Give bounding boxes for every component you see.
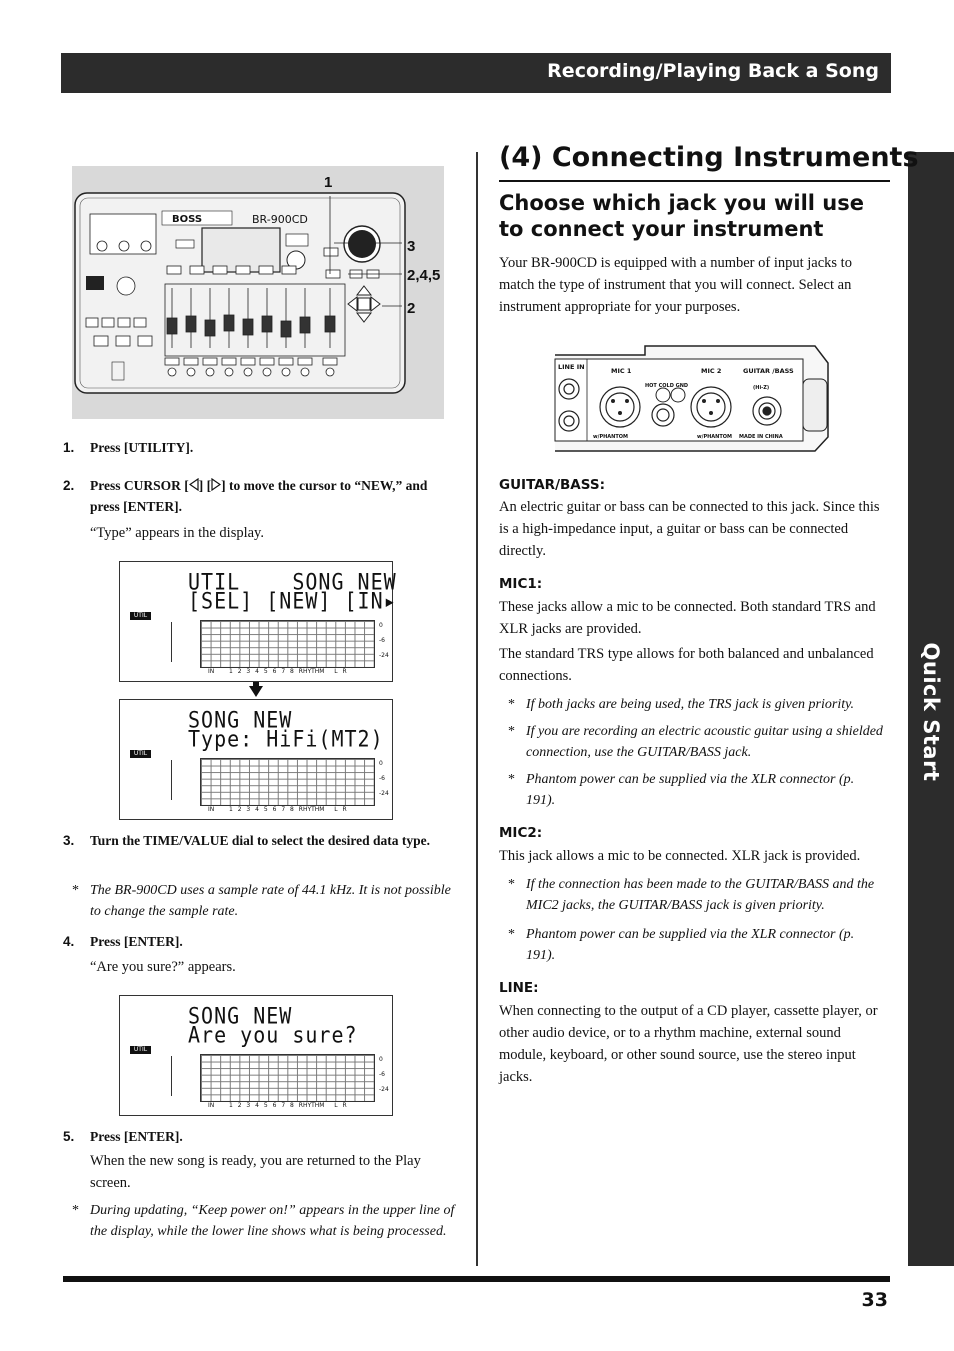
step-4-text: Press [ENTER]. [90,934,183,949]
mic1-text-2: The standard TRS type allows for both balanced and unbalanced connections. [499,646,874,684]
step-5-number: 5. [63,1129,75,1144]
callout-2: 2 [407,300,416,317]
step-4-sub: “Are you sure?” appears. [90,959,236,975]
mic1-text-1: These jacks allow a mic to be connected. Both standard TRS and XLR jacks are provided. [499,599,876,637]
mic2-note-1-text: If the connection has been made to the GUITAR/BASS and the MIC2 jacks, the GUITAR/BASS jack is given priority. [526,877,875,913]
lcd-1-level-grid [200,620,375,668]
lcd-3-line-1: SONG NEW [188,1002,293,1030]
lcd-3-scale-0: 0 [379,1056,383,1063]
jack-panel-illustration [553,343,833,455]
lcd-1-scale-6: -6 [379,637,385,644]
jack-label-phantom-2: w/PHANTOM [697,434,732,440]
lcd-2-level-grid [200,758,375,806]
side-tab-label: Quick Start [919,642,943,782]
step-2-text [90,475,460,517]
intro-paragraph: Your BR-900CD is equipped with a number of input jacks to match the type of instrument that you will connect. Select an instrument appropriate for your purposes. [499,255,852,315]
lcd-screen-2 [119,699,393,820]
lcd-3-level-grid [200,1054,375,1102]
step-2-text-b: ] [ [198,478,212,493]
jack-label-phantom-1: w/PHANTOM [593,434,628,440]
running-header [61,53,891,93]
mic2-note-1: * If the connection has been made to the GUITAR/BASS and the MIC2 jacks, the GUITAR/BASS jack is given priority. [508,877,875,913]
lcd-2-line-2: Type: HiFi(MT2) [188,725,384,753]
device-figure [72,166,444,419]
lcd-2-scale-0: 0 [379,760,383,767]
lcd-1-line-2: [SEL] [NEW] [IN▸ [188,587,397,615]
down-arrow-icon [249,686,263,697]
lcd-2-axis: IN 1 2 3 4 5 6 7 8 RHYTHM L R [208,806,347,813]
device-model: BR-900CD [252,213,308,226]
step-5-note: * During updating, “Keep power on!” appears in the upper line of the display, while the lower line shows what is being processed. [72,1203,455,1239]
side-tab [908,152,954,1266]
mic1-note-1-text: If both jacks are being used, the TRS jack is given priority. [526,697,855,712]
lcd-1-meter-bar [171,622,172,662]
step-3-number: 3. [63,833,75,848]
mic1-note-3: * Phantom power can be supplied via the XLR connector (p. 191). [508,772,855,808]
jack-label-guitar-bass: GUITAR /BASS [743,367,794,375]
mic1-note-3-text: Phantom power can be supplied via the XLR connector (p. 191). [526,772,855,808]
lcd-2-scale-6: -6 [379,775,385,782]
step-1-text: Press [UTILITY]. [90,440,194,455]
device-brand: BOSS [172,214,203,225]
jack-heading-mic1: MIC1: [499,576,543,592]
lcd-1-scale-0: 0 [379,622,383,629]
footer-rule [63,1276,890,1282]
lcd-3-scale-24: -24 [379,1086,389,1093]
step-3-text: Turn the TIME/VALUE dial to select the desired data type. [90,833,431,848]
section-title-rule [499,180,890,182]
mic1-note-2: * If you are recording an electric acoustic guitar using a shielded connection, use the GUITAR/BASS jack. [508,724,883,760]
lcd-3-meter-bar [171,1056,172,1096]
step-2-text-c: ] to move the cursor to “NEW,” and press [ENTER]. [90,478,428,514]
device-illustration [72,166,444,419]
callout-3: 3 [407,238,416,255]
lcd-2-line-1: SONG NEW [188,706,293,734]
lcd-3-line-2: Are you sure? [188,1021,358,1049]
lcd-2-scale-24: -24 [379,790,389,797]
step-3-note-text: The BR-900CD uses a sample rate of 44.1 kHz. It is not possible to change the sample rate. [90,883,451,919]
mic1-note-2-text: If you are recording an electric acoustic guitar using a shielded connection, use the GUITAR/BASS jack. [526,724,883,760]
step-5-sub: When the new song is ready, you are returned to the Play screen. [90,1153,421,1191]
jack-label-mic2: MIC 2 [701,367,722,375]
callout-1: 1 [324,174,333,191]
jack-label-made-in-china: MADE IN CHINA [739,434,783,440]
lcd-2-util-badge: UTIL [130,750,151,758]
jack-label-hiz: (Hi-Z) [753,385,770,391]
mic2-text: This jack allows a mic to be connected. XLR jack is provided. [499,848,861,864]
step-5-note-text: During updating, “Keep power on!” appears in the upper line of the display, while the lower line shows what is being processed. [90,1203,455,1239]
step-2-text-a: Press CURSOR [ [90,478,189,493]
running-header-title: Recording/Playing Back a Song [547,60,879,82]
lcd-1-util-badge: UTIL [130,612,151,620]
step-2-number: 2. [63,478,75,493]
section-subtitle: Choose which jack you will use to connect your instrument [499,191,864,241]
jack-heading-mic2: MIC2: [499,825,543,841]
lcd-3-scale-6: -6 [379,1071,385,1078]
guitar-bass-text: An electric guitar or bass can be connected to this jack. Since this is a high-impedance input, a guitar or bass can be connected directly. [499,499,880,559]
page-number: 33 [861,1289,888,1311]
step-2-sub: “Type” appears in the display. [90,525,264,541]
step-5-text: Press [ENTER]. [90,1129,183,1144]
line-text: When connecting to the output of a CD player, cassette player, or other audio device, or to a rhythm machine, external sound module, keyboard, or other sound source, use the stereo input jacks. [499,1003,878,1085]
lcd-1-scale-24: -24 [379,652,389,659]
column-divider [476,152,478,1266]
mic2-note-2: * Phantom power can be supplied via the XLR connector (p. 191). [508,927,855,963]
lcd-screen-3 [119,995,393,1116]
mic2-note-2-text: Phantom power can be supplied via the XLR connector (p. 191). [526,927,855,963]
jack-label-line-in: LINE IN [558,363,585,371]
jack-panel-figure [553,343,833,455]
step-3-note: * The BR-900CD uses a sample rate of 44.1 kHz. It is not possible to change the sample rate. [72,883,451,919]
lcd-1-line-1: UTIL SONG NEW [188,568,397,596]
section-title: (4) Connecting Instruments [499,142,919,173]
jack-heading-guitar-bass: GUITAR/BASS: [499,477,605,493]
cursor-right-icon [211,478,221,491]
lcd-3-axis: IN 1 2 3 4 5 6 7 8 RHYTHM L R [208,1102,347,1109]
step-1-number: 1. [63,440,75,455]
lcd-1-axis: IN 1 2 3 4 5 6 7 8 RHYTHM L R [208,668,347,675]
jack-label-mic1: MIC 1 [611,367,632,375]
lcd-3-util-badge: UTIL [130,1046,151,1054]
jack-heading-line: LINE: [499,980,539,996]
step-4-number: 4. [63,934,75,949]
lcd-screen-1 [119,561,397,682]
callout-2-4-5: 2,4,5 [407,267,441,284]
lcd-2-meter-bar [171,760,172,800]
cursor-left-icon [189,478,199,491]
mic1-note-1: * If both jacks are being used, the TRS jack is given priority. [508,697,855,712]
jack-label-hot-cold-gnd: HOT COLD GND [645,383,689,389]
